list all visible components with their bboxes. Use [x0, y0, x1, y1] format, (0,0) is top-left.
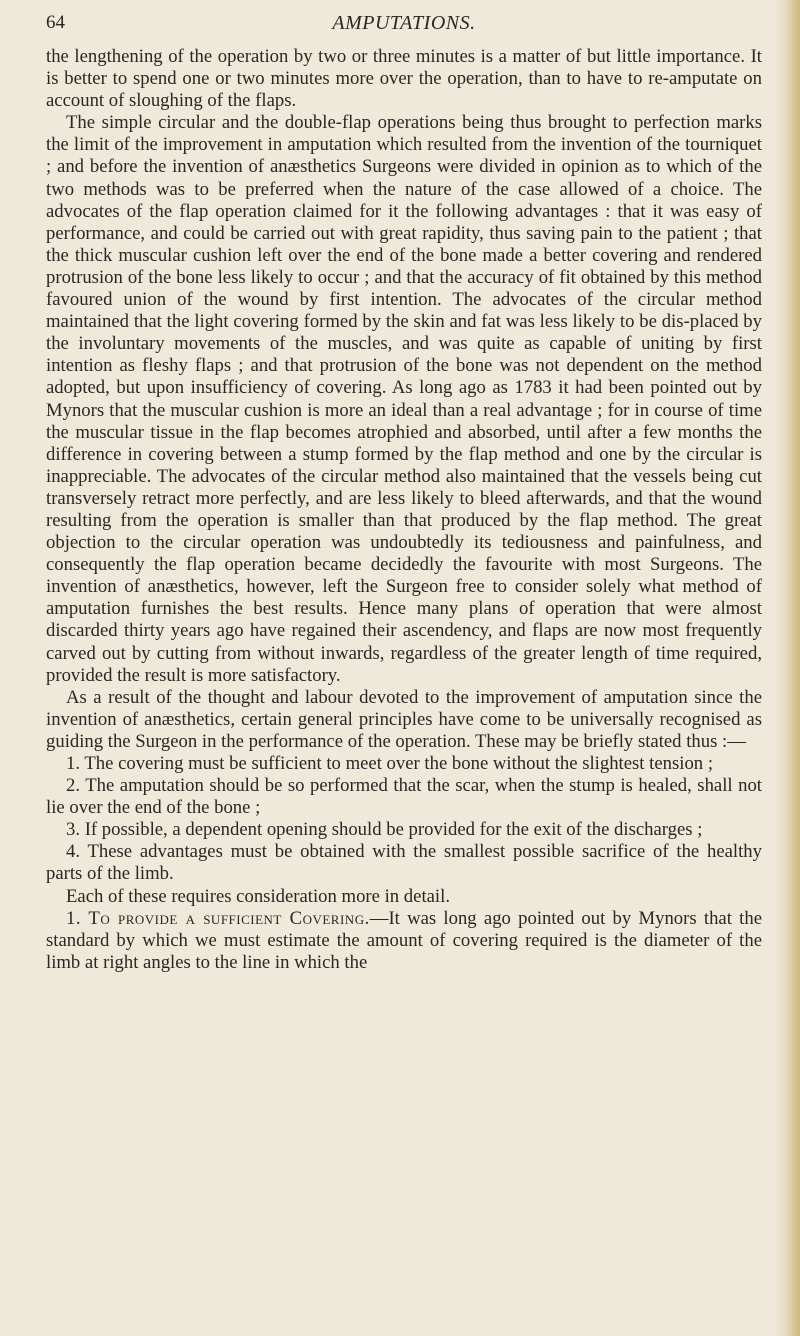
- page-header: [46, 10, 762, 40]
- paragraph-detail-intro: Each of these requires consideration more in detail.: [66, 885, 450, 907]
- paragraph-flap-vs-circular: The simple circular and the double-flap operations being thus brought to perfection marks the limit of the improvement in amputation which resulted from the invention of the tourniquet ; and before the invention of anæsthetics Surgeons were divided in opinion as to which of the two methods was to be preferred when the nature of the case allowed of a choice. The advocates of the flap operation claimed for it the following advantages : that it was easy of performance, and could be carried out with great rapidity, thus saving pain to the patient ; that the thick muscular cushion left over the end of the bone made a better covering and rendered protrusion of the bone less likely to occur ; and that the accuracy of fit obtained by this method favoured union of the wound by first intention. The advocates of the circular method maintained that the light covering formed by the skin and fat was less likely to be dis-placed by the involuntary movements of the muscles, and was quite as capable of uniting by first intention as fleshy flaps ; and that protrusion of the bone was not dependent on the method adopted, but upon insufficiency of covering. As long ago as 1783 it had been pointed out by Mynors that the muscular cushion is more an ideal than a real advantage ; for in course of time the muscular tissue in the flap becomes atrophied and absorbed, until after a few months the difference in covering between a stump formed by the flap method and one by the circular is inappreciable. The advocates of the circular method also maintained that the vessels being cut transversely retract more perfectly, and are less likely to bleed afterwards, and that the wound resulting from the operation is smaller than that produced by the flap method. The great objection to the circular operation was undoubtedly its tediousness and painfulness, and consequently the flap operation became decidedly the favourite with most Surgeons. The invention of anæsthetics, however, left the Surgeon free to consider solely what method of amputation furnishes the best results. Hence many plans of operation that were almost discarded thirty years ago have regained their ascendency, and flaps are now most frequently carved out by cutting from without inwards, regardless of the greater length of time required, provided the result is more satisfactory.: [46, 112, 762, 686]
- principle-item-4: 4. These advantages must be obtained with the smallest possible sacrifice of the healthy parts of the limb.: [46, 841, 762, 885]
- principle-item-1: 1. The covering must be sufficient to meet over the bone without the slightest tension ;: [66, 753, 714, 774]
- principle-item-3: 3. If possible, a dependent opening should be provided for the exit of the discharges ;: [66, 819, 703, 841]
- section-lead-text: —It was long ago pointed out by Mynors that the standard by which we must estimate the amount of covering required is the diameter of the limb at right angles to the line in which the: [46, 907, 762, 973]
- book-page: [46, 10, 762, 974]
- page-edge-shading: [774, 0, 800, 1336]
- running-title: AMPUTATIONS.: [332, 12, 476, 34]
- principle-item-2: 2. The amputation should be so performed that the scar, when the stump is healed, shall not lie over the end of the bone ;: [46, 775, 762, 819]
- body-text: [46, 46, 762, 974]
- paragraph-covering: [46, 908, 762, 974]
- paragraph-general-principles: As a result of the thought and labour devoted to the improvement of amputation since the invention of anæsthetics, certain general principles have come to be universally recognised as guiding the Surgeon in the performance of the operation. These may be briefly stated thus :—: [46, 686, 762, 752]
- paragraph-continuation: the lengthening of the operation by two or three minutes is a matter of but little importance. It is better to spend one or two minutes more over the operation, than to have to re-amputate on account of sloughing of the flaps.: [46, 46, 762, 112]
- page-number: 64: [46, 12, 65, 33]
- section-lead-heading: 1. To provide a sufficient Covering.: [66, 907, 370, 929]
